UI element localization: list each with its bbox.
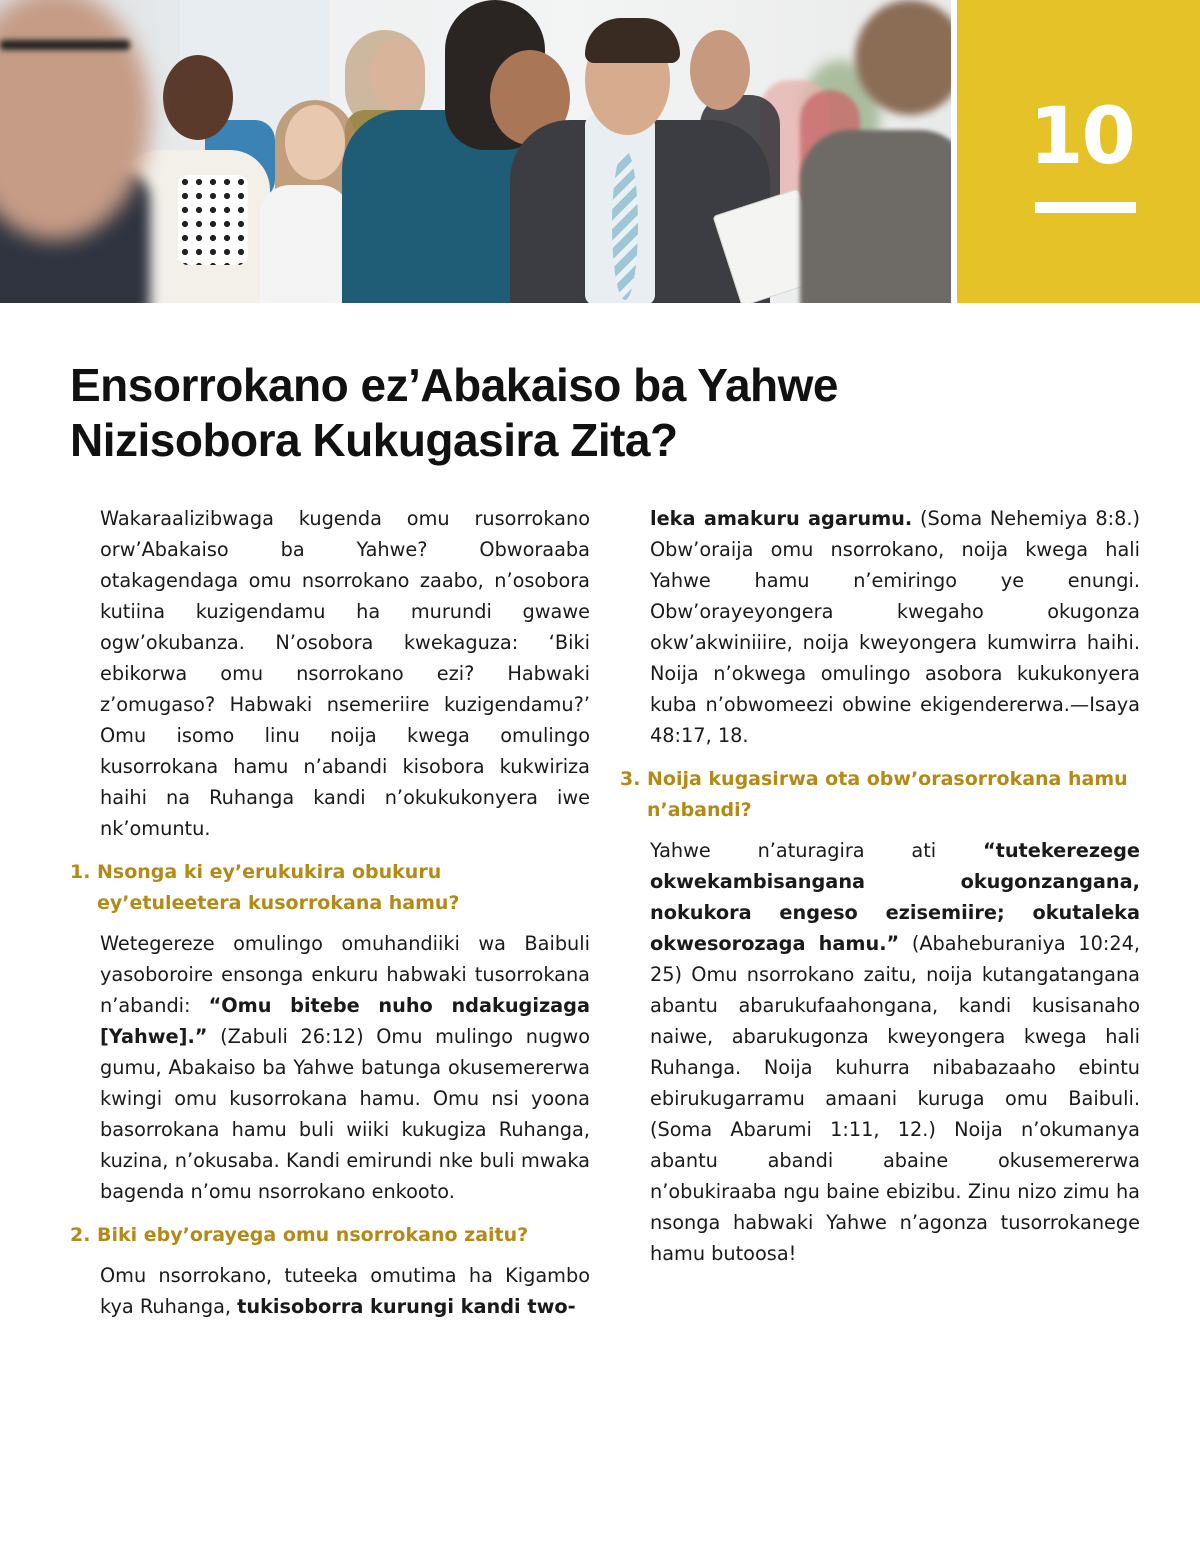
photo-person — [585, 18, 680, 63]
section-3-body — [650, 835, 1140, 1269]
scripture-quote: “Omu bitebe nuho ndakugizaga [Yahwe].” — [100, 994, 590, 1048]
section-question: Nsonga ki ey’erukukira obukuru ey’etuleetera kusorrokana hamu? — [97, 861, 460, 914]
section-number: 1. — [70, 861, 91, 883]
chapter-badge — [957, 0, 1200, 303]
photo-person — [0, 40, 130, 50]
section-3-heading — [620, 764, 1140, 826]
section-1-heading — [70, 857, 590, 919]
header-photo — [0, 0, 951, 303]
title-line-2: Nizisobora Kukugasira Zita? — [70, 414, 678, 466]
body-text: Wetegereze omulingo omuhandiiki wa Baibuli yasoboroire ensonga enkuru habwaki tusorrokana n’abandi: — [100, 932, 590, 1017]
emphasis-text: tukisoborra kurungi kandi two- — [237, 1295, 576, 1318]
body-text: (Soma Nehemiya 8:8.) Obw’oraija omu nsorrokano, noija kwega hali Yahwe hamu n’emiringo ye enungi. Obw’orayeyongera kwegaho okugonza okw’akwiniiire, noija kweyongera kumwirra haihi. Noija n’okwega omulingo asobora kukukonyera kuba n’obwomeezi obwine ekigendererwa.—Isaya 48:17, 18. — [650, 507, 1140, 747]
body-text: (Abaheburaniya 10:24, 25) Omu nsorrokano zaitu, noija kutangatangana abantu abarukufaahongana, kandi kusisanaho naiwe, abarukugonza kweyongera kwega hali Ruhanga. Noija kuhurra nibabazaaho ebintu ebirukugarramu amaani kuruga omu Baibuli. (Soma Abarumi 1:11, 12.) Noija n’okumanya abantu abandi abaine okusemererwa n’obukiraaba ngu baine ebizibu. Zinu nizo zimu ha nsonga habwaki Yahwe n’agonza tusorrokanege hamu butoosa! — [650, 932, 1140, 1265]
photo-person — [163, 55, 233, 140]
page-title — [70, 358, 838, 468]
chapter-number: 10 — [1029, 92, 1134, 182]
photo-person — [285, 105, 345, 180]
section-question: Noija kugasirwa ota obw’orasorrokana hamu n’abandi? — [647, 768, 1128, 821]
section-number: 3. — [620, 768, 641, 790]
body-text: (Zabuli 26:12) Omu mulingo nugwo gumu, Abakaiso ba Yahwe batunga okusemererwa kwingi omu kusorrokana hamu. Omu nsi yoona basorrokana hamu buli wiiki kukugiza Ruhanga, kuzina, n’okusaba. Kandi emirundi nke buli mwaka bagenda n’omu nsorrokano enkooto. — [100, 1025, 590, 1203]
section-number: 2. — [70, 1224, 91, 1246]
body-text: Omu nsorrokano, tuteeka omutima ha Kigambo kya Ruhanga, — [100, 1264, 590, 1318]
column-right — [620, 503, 1140, 1269]
body-text: Yahwe n’aturagira ati — [650, 839, 983, 862]
section-2-body — [100, 1260, 590, 1322]
section-2-body-continued — [650, 503, 1140, 751]
section-2-heading — [70, 1220, 590, 1251]
intro-paragraph: Wakaraalizibwaga kugenda omu rusorrokano orw’Abakaiso ba Yahwe? Obworaaba otakagendaga omu nsorrokano zaabo, n’osobora kutiina kuzigendamu ha murundi gwawe ogw’okubanza. N’osobora kwekaguza: ‘Biki ebikorwa omu nsorrokano ezi? Habwaki z’omugaso? Habwaki nsemeriire kuzigendamu?’ Omu isomo linu noija kwega omulingo kusorrokana hamu n’abandi kisobora kukwiriza haihi na Ruhanga kandi n’okukukonyera iwe nk’omuntu. — [100, 507, 590, 840]
section-question: Biki eby’orayega omu nsorrokano zaitu? — [97, 1224, 529, 1246]
photo-person — [370, 40, 425, 110]
column-left — [70, 503, 590, 1322]
section-1-body — [100, 928, 590, 1207]
photo-person — [690, 30, 750, 110]
photo-person — [260, 185, 350, 303]
photo-person — [612, 150, 638, 300]
title-line-1: Ensorrokano ez’Abakaiso ba Yahwe — [70, 359, 838, 411]
photo-person — [800, 130, 951, 303]
photo-person — [178, 175, 248, 265]
chapter-underline — [1035, 202, 1136, 213]
scripture-quote: “tutekerezege okwekambisangana okugonzangana, nokukora engeso ezisemiire; okutaleka okwesorozaga hamu.” — [650, 839, 1140, 955]
emphasis-text: leka amakuru agarumu. — [650, 507, 913, 530]
